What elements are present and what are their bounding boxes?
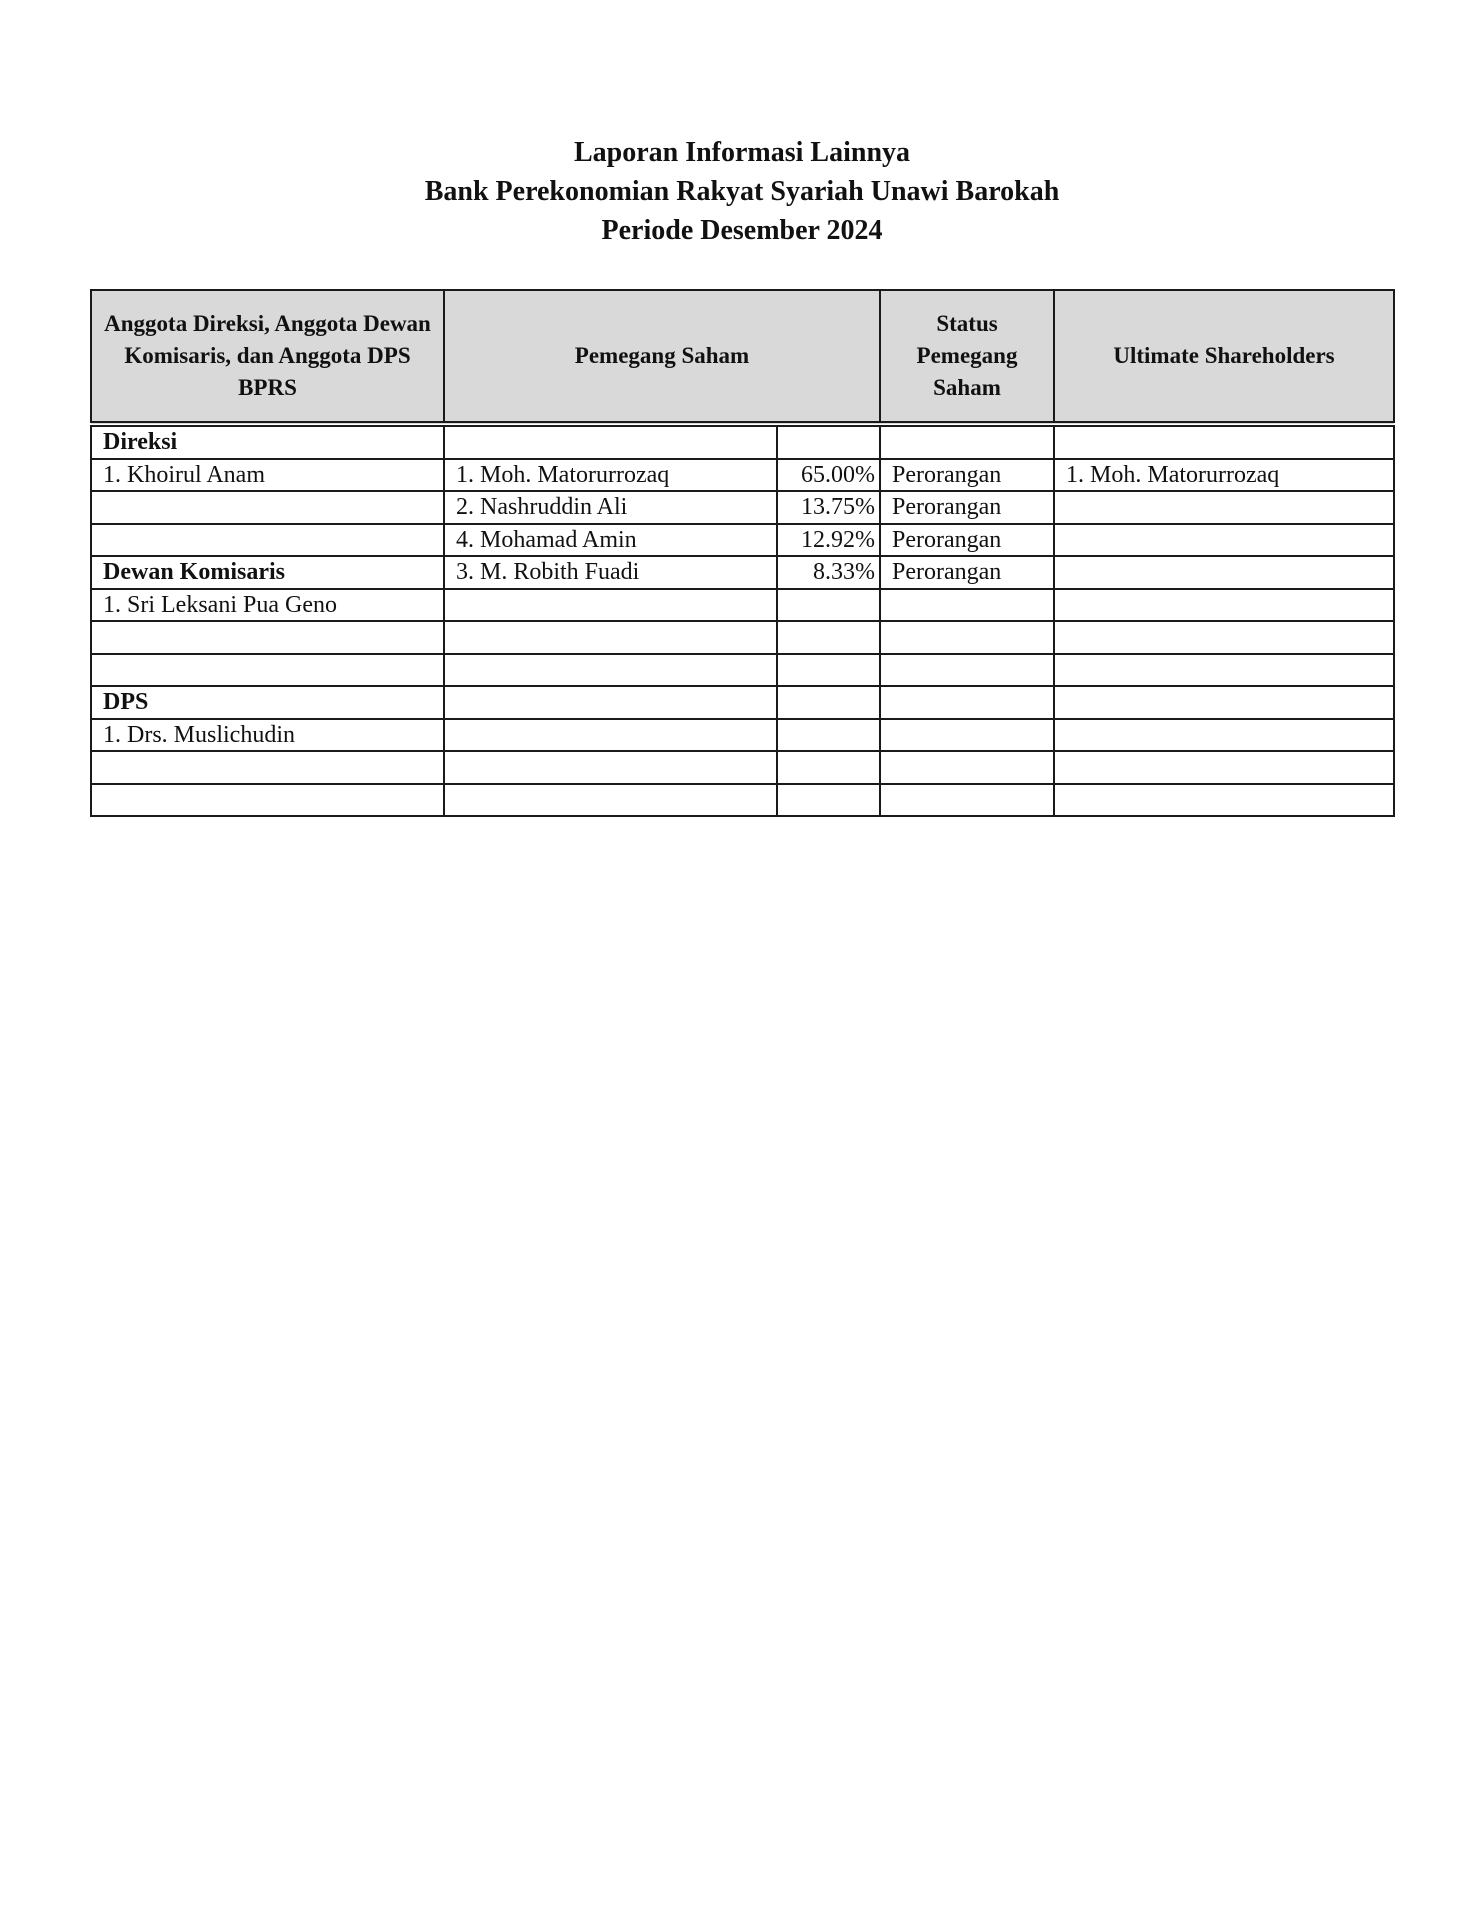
table-row — [91, 751, 1394, 784]
ultimate-shareholder-cell: 1. Moh. Matorurrozaq — [1054, 459, 1394, 492]
title-line-period: Periode Desember 2024 — [601, 215, 883, 246]
table-row — [91, 459, 1394, 492]
member-cell — [91, 784, 444, 817]
table-row — [91, 524, 1394, 557]
shareholder-status-cell — [880, 589, 1054, 622]
ultimate-shareholder-cell — [1054, 491, 1394, 524]
ownership-percent-cell — [777, 719, 880, 752]
ultimate-shareholder-cell — [1054, 654, 1394, 687]
ultimate-shareholder-cell — [1054, 556, 1394, 589]
shareholder-cell: 3. M. Robith Fuadi — [444, 556, 777, 589]
shareholder-status-cell — [880, 424, 1054, 459]
member-cell: 1. Drs. Muslichudin — [91, 719, 444, 752]
shareholder-status-cell — [880, 719, 1054, 752]
shareholder-cell: 4. Mohamad Amin — [444, 524, 777, 557]
table-row — [91, 491, 1394, 524]
shareholder-cell — [444, 621, 777, 654]
ultimate-shareholder-cell — [1054, 719, 1394, 752]
table-row — [91, 621, 1394, 654]
ownership-percent-cell — [777, 424, 880, 459]
member-cell — [91, 491, 444, 524]
title-line-report-name: Laporan Informasi Lainnya — [573, 137, 911, 168]
ultimate-shareholder-cell — [1054, 424, 1394, 459]
ultimate-shareholder-cell — [1054, 784, 1394, 817]
section-header-cell: DPS — [91, 686, 444, 719]
shareholder-status-cell: Perorangan — [880, 524, 1054, 557]
column-header-shareholders: Pemegang Saham — [444, 290, 880, 424]
shareholder-table — [90, 289, 1395, 817]
ownership-percent-cell — [777, 654, 880, 687]
shareholder-cell — [444, 654, 777, 687]
member-cell — [91, 621, 444, 654]
table-row — [91, 556, 1394, 589]
column-header-ultimate: Ultimate Shareholders — [1054, 290, 1394, 424]
shareholder-cell: 2. Nashruddin Ali — [444, 491, 777, 524]
ownership-percent-cell — [777, 621, 880, 654]
shareholder-cell — [444, 784, 777, 817]
table-row — [91, 719, 1394, 752]
table-body — [91, 424, 1394, 816]
table-row — [91, 686, 1394, 719]
shareholder-cell — [444, 719, 777, 752]
ownership-percent-cell: 8.33% — [777, 556, 880, 589]
member-cell: 1. Khoirul Anam — [91, 459, 444, 492]
ownership-percent-cell — [777, 784, 880, 817]
ultimate-shareholder-cell — [1054, 621, 1394, 654]
table-row — [91, 424, 1394, 459]
ultimate-shareholder-cell — [1054, 589, 1394, 622]
shareholder-status-cell — [880, 621, 1054, 654]
report-title — [0, 133, 1484, 250]
shareholder-status-cell: Perorangan — [880, 491, 1054, 524]
shareholder-cell — [444, 751, 777, 784]
column-header-status: Status Pemegang Saham — [880, 290, 1054, 424]
ownership-percent-cell: 13.75% — [777, 491, 880, 524]
shareholder-status-cell: Perorangan — [880, 459, 1054, 492]
section-header-cell: Dewan Komisaris — [91, 556, 444, 589]
ownership-percent-cell — [777, 589, 880, 622]
member-cell — [91, 654, 444, 687]
member-cell — [91, 751, 444, 784]
ultimate-shareholder-cell — [1054, 751, 1394, 784]
shareholder-status-cell — [880, 686, 1054, 719]
shareholder-status-cell — [880, 751, 1054, 784]
ownership-percent-cell: 65.00% — [777, 459, 880, 492]
ultimate-shareholder-cell — [1054, 524, 1394, 557]
shareholder-cell: 1. Moh. Matorurrozaq — [444, 459, 777, 492]
shareholder-cell — [444, 686, 777, 719]
column-header-members: Anggota Direksi, Anggota Dewan Komisaris, dan Anggota DPS BPRS — [91, 290, 444, 424]
ultimate-shareholder-cell — [1054, 686, 1394, 719]
shareholder-status-cell — [880, 784, 1054, 817]
table-row — [91, 784, 1394, 817]
member-cell: 1. Sri Leksani Pua Geno — [91, 589, 444, 622]
table-row — [91, 589, 1394, 622]
shareholder-cell — [444, 424, 777, 459]
shareholder-cell — [444, 589, 777, 622]
shareholder-status-cell: Perorangan — [880, 556, 1054, 589]
ownership-percent-cell: 12.92% — [777, 524, 880, 557]
section-header-cell: Direksi — [91, 424, 444, 459]
title-line-bank-name: Bank Perekonomian Rakyat Syariah Unawi Barokah — [424, 176, 1060, 207]
ownership-percent-cell — [777, 686, 880, 719]
table-row — [91, 654, 1394, 687]
table-header-row — [91, 290, 1394, 424]
shareholder-status-cell — [880, 654, 1054, 687]
member-cell — [91, 524, 444, 557]
ownership-percent-cell — [777, 751, 880, 784]
